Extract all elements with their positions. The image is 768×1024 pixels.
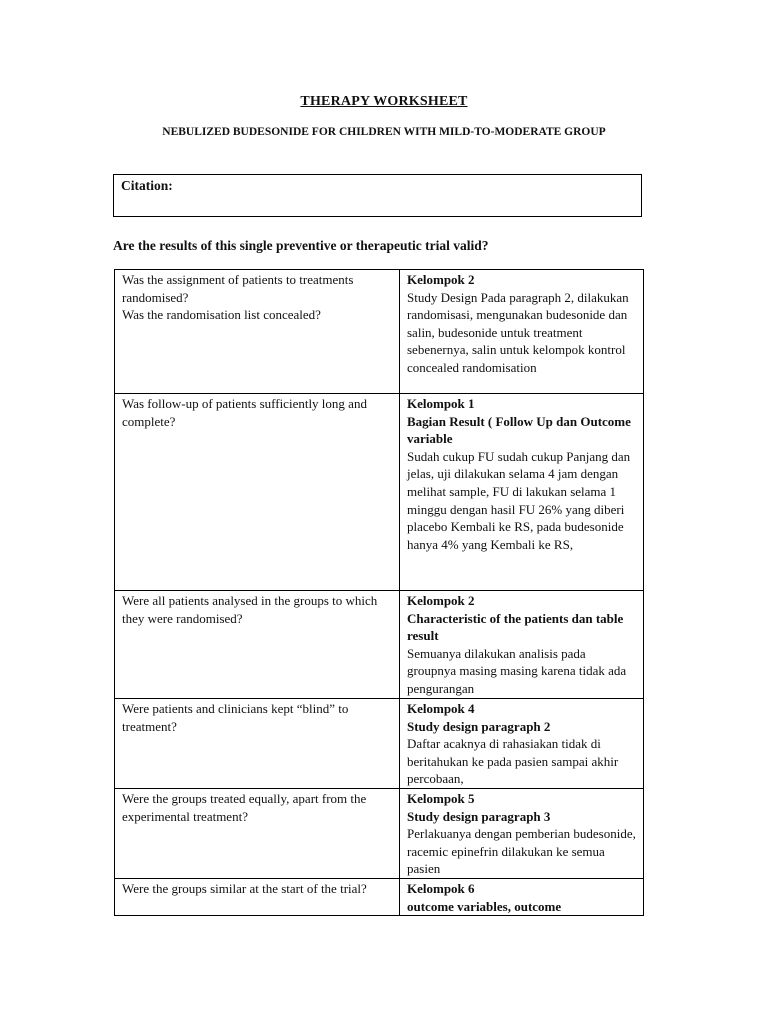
table-row: [115, 270, 644, 394]
section-reference: Study design paragraph 3: [407, 808, 551, 824]
question-cell: [115, 878, 400, 915]
question-cell: [115, 699, 400, 789]
group-label: Kelompok 2: [407, 593, 475, 608]
answer-text: Study Design Pada paragraph 2, dilakukan randomisasi, mengunakan budesonide dan salin, budesonide untuk treatment sebenernya, salin untuk kelompok kontrol concealed randomisation: [407, 289, 629, 375]
group-label: Kelompok 2: [407, 272, 475, 287]
section-reference: Characteristic of the patients dan table result: [407, 610, 624, 644]
answer-text: Sudah cukup FU sudah cukup Panjang dan jelas, uji dilakukan selama 4 jam dengan melihat sample, FU di lakukan selama 1 minggu dengan hasil FU 26% yang diberi placebo Kembali ke RS, pada budesonide hanya 4% yang Kembali ke RS,: [407, 448, 631, 552]
citation-label: Citation:: [121, 178, 173, 193]
answer-cell: [400, 699, 644, 789]
question-text: Were patients and clinicians kept “blind” to treatment?: [122, 701, 349, 734]
answer-text: Semuanya dilakukan analisis pada groupnya masing masing karena tidak ada pengurangan: [407, 645, 627, 696]
section-reference: outcome variables, outcome: [407, 898, 562, 914]
validity-question: Are the results of this single preventive or therapeutic trial valid?: [113, 238, 489, 253]
answer-cell: [400, 270, 644, 394]
section-reference: Bagian Result ( Follow Up dan Outcome variable: [407, 413, 631, 447]
table-row: [115, 394, 644, 591]
table-row: [115, 699, 644, 789]
question-text: Were the groups treated equally, apart from the experimental treatment?: [122, 790, 367, 824]
answer-cell: [400, 591, 644, 699]
answer-text: Perlakuanya dengan pemberian budesonide, racemic epinefrin dilakukan ke semua pasien: [407, 826, 636, 877]
question-text: Was the assignment of patients to treatments randomised? Was the randomisation list concealed?: [122, 272, 354, 323]
question-cell: [115, 394, 400, 591]
group-label: Kelompok 1: [407, 396, 475, 411]
question-text: Were all patients analysed in the groups to which they were randomised?: [122, 593, 378, 626]
question-cell: [115, 788, 400, 878]
table-row: [115, 591, 644, 699]
question-text: Were the groups similar at the start of the trial?: [122, 880, 367, 896]
table-row: [115, 878, 644, 915]
answer-cell: [400, 394, 644, 591]
worksheet-table: [114, 269, 644, 916]
question-cell: [115, 270, 400, 394]
group-label: Kelompok 6: [407, 880, 475, 896]
worksheet-table-body: [115, 270, 644, 916]
page-title: THERAPY WORKSHEET: [300, 94, 468, 109]
question-cell: [115, 591, 400, 699]
section-reference: Study design paragraph 2: [407, 718, 551, 734]
group-label: Kelompok 4: [407, 701, 475, 716]
page-subtitle: NEBULIZED BUDESONIDE FOR CHILDREN WITH MILD-TO-MODERATE GROUP: [162, 126, 606, 138]
answer-cell: [400, 878, 644, 915]
table-row: [115, 788, 644, 878]
group-label: Kelompok 5: [407, 790, 475, 806]
answer-text: Daftar acaknya di rahasiakan tidak di beritahukan ke pada pasien sampai akhir percobaan,: [407, 736, 619, 787]
answer-cell: [400, 788, 644, 878]
citation-box: [113, 174, 642, 217]
question-text: Was follow-up of patients sufficiently long and complete?: [122, 396, 367, 429]
